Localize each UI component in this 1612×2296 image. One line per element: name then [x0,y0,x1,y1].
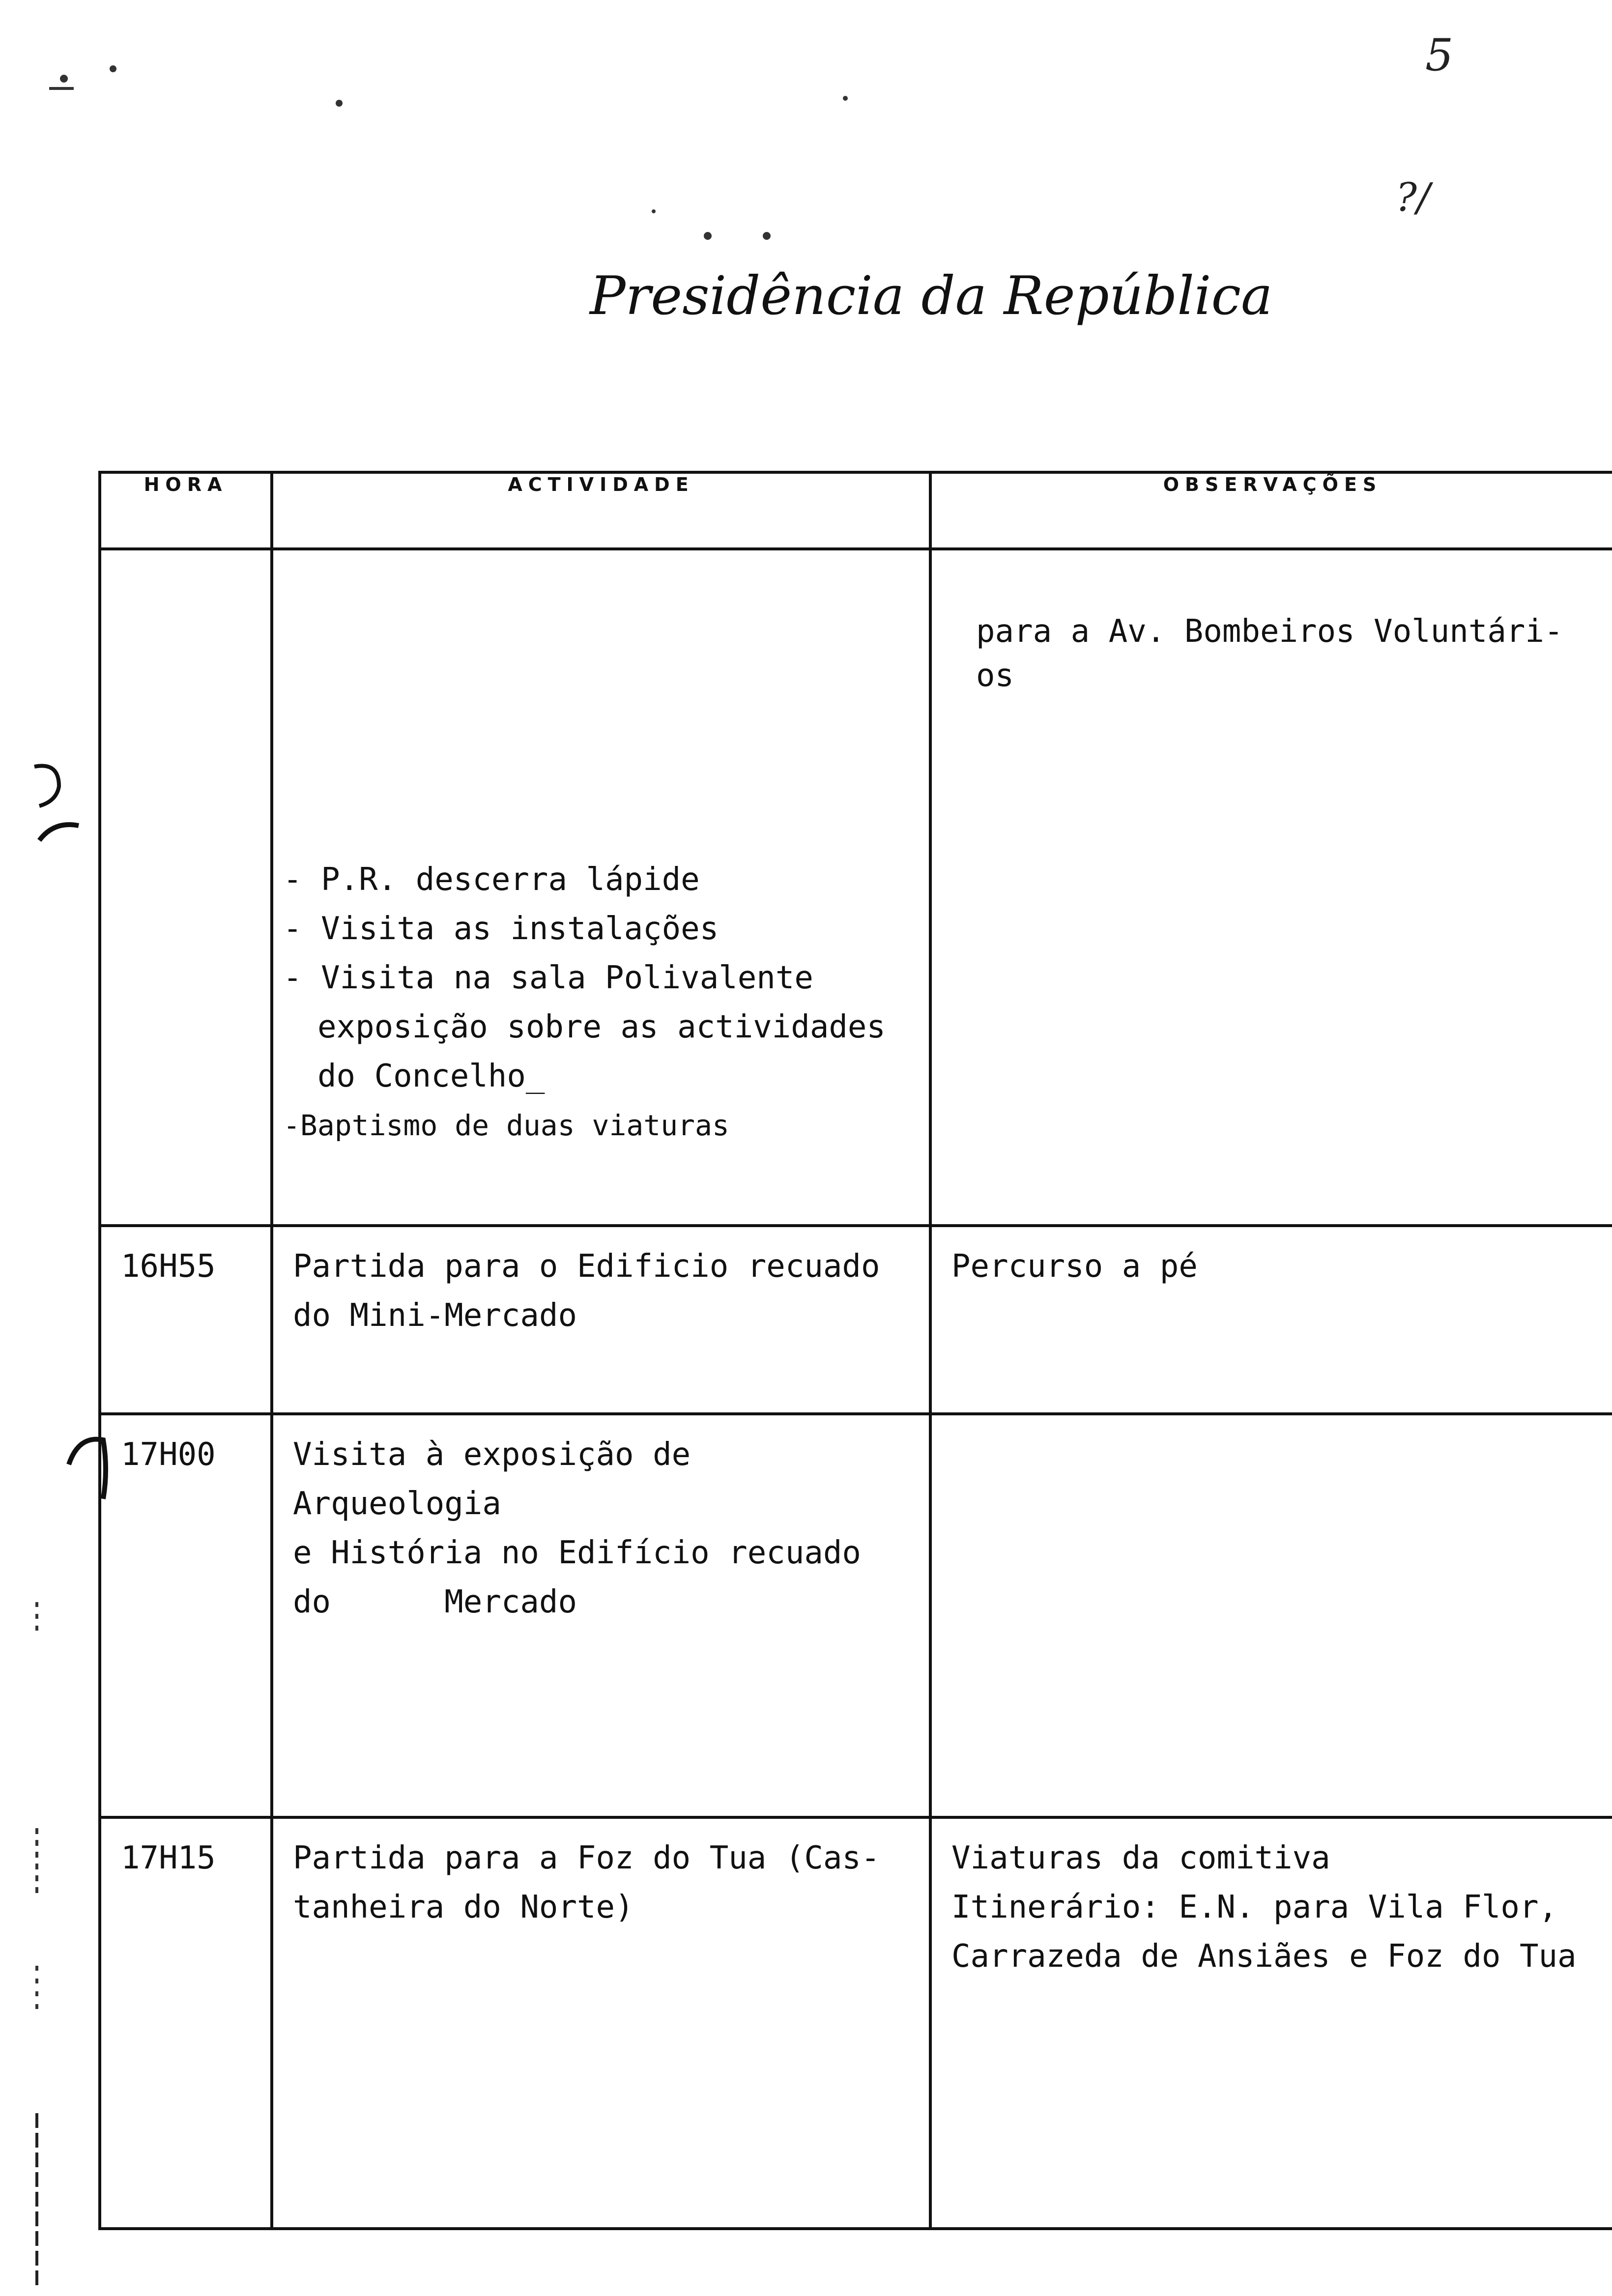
list-item: - P.R. descerra lápide [283,861,700,898]
table-row [100,549,1612,1226]
table-row [100,1414,1612,1817]
activity-list [273,550,929,1150]
margin-dashes [0,1523,59,2290]
list-item: -Baptismo de duas viaturas [283,1109,729,1142]
page-mark: ?/ [1396,174,1430,220]
cell-observacoes: Percurso a pé [930,1226,1612,1414]
header-observacoes: OBSERVAÇÕES [930,472,1612,549]
binder-mark [29,757,98,865]
cell-actividade: Partida para a Foz do Tua (Cas- tanheira do Norte) [272,1817,930,2229]
schedule-table [98,471,1612,2230]
table-row [100,1817,1612,2229]
cell-actividade [272,549,930,1226]
list-item: - Visita na sala Polivalente exposição sobre as actividades do Concelho_ [283,960,886,1094]
page-number: 5 [1425,29,1454,81]
scan-specks [0,0,1612,295]
cell-hora: 17H00 [100,1414,272,1817]
cell-observacoes: Viaturas da comitiva Itinerário: E.N. para Vila Flor, Carrazeda de Ansiães e Foz do Tua [930,1817,1612,2229]
cell-hora: 17H15 [100,1817,272,2229]
cell-actividade: Partida para o Edificio recuado do Mini-Mercado [272,1226,930,1414]
table-row [100,1226,1612,1414]
cell-hora: 16H55 [100,1226,272,1414]
cell-observacoes: para a Av. Bombeiros Voluntári- os [930,549,1612,1226]
list-item: - Visita as instalações [283,911,719,947]
table-header-row [100,472,1612,549]
header-hora: HORA [100,472,272,549]
cell-hora [100,549,272,1226]
letterhead: Presidência da República [590,265,1273,327]
header-actividade: ACTIVIDADE [272,472,930,549]
cell-observacoes [930,1414,1612,1817]
cell-actividade: Visita à exposição de Arqueologia e História no Edifício recuado do Mercado [272,1414,930,1817]
